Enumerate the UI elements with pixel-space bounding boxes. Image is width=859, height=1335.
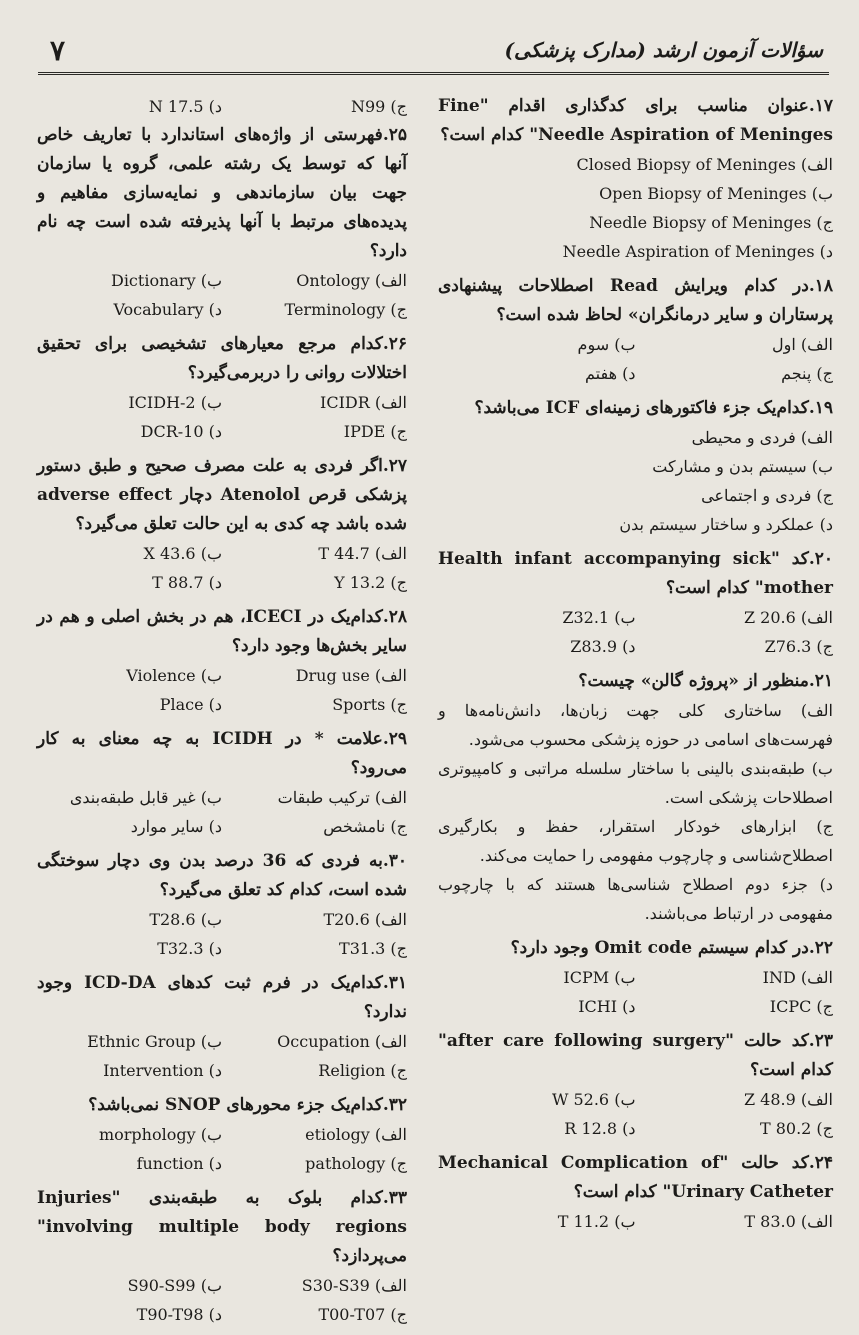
question-text [37,725,407,783]
options [438,963,833,1021]
option: ج) Sports [332,695,407,714]
options [37,1120,407,1178]
option: ب) W 52.6 [551,1090,636,1109]
question-body: اگر فردی به علت مصرف صحیح و طبق دستور پزشکی قرص Atenolol دچار adverse effect شده باشد چه کدی به این حالت تعلق می‌گیرد؟ [37,456,407,534]
option: الف) IND [762,968,833,987]
question-number: ۲۹. [382,729,408,749]
option: الف) فردی و محیطی [691,428,833,447]
question [37,1091,407,1178]
options [37,905,407,963]
option: الف) Ontology [296,271,407,290]
option: ج) Needle Biopsy of Meninges [589,213,833,232]
options [438,1207,833,1236]
options [37,661,407,719]
question-body: کدام‌یک در فرم ثبت کدهای ICD-DA وجود ندارد؟ [37,973,407,1022]
question-body: کد حالت "Mechanical Complication of Urinary Catheter" کدام است؟ [438,1153,833,1202]
options [37,539,407,597]
option: ب) ICIDH-2 [128,393,222,412]
option: د) Z83.9 [570,637,636,656]
carry-over-options [37,92,407,121]
option: ج) T31.3 [339,939,407,958]
options [37,388,407,446]
options [438,150,833,266]
question-text [438,272,833,330]
question-body: فهرستی از واژه‌های استاندارد با تعاریف خاص آنها که توسط یک رشته علمی، گروه یا سازمان جهت بیان سازماندهی و نمایه‌سازی مفاهیم و پدیده‌های مرتبط با آنها پذیرفته شده است چه نام دارد؟ [37,125,407,261]
question-text [37,330,407,388]
option: الف) Drug use [295,666,407,685]
question-text [37,969,407,1027]
question-number: ۲۱. [808,671,833,691]
option: د) T32.3 [157,939,222,958]
question-text [438,394,833,423]
option: د) function [136,1154,222,1173]
option: الف) T 83.0 [744,1212,833,1231]
question-body: به فردی که 36 درصد بدن وی دچار سوختگی شده است، کدام کد تعلق می‌گیرد؟ [37,851,407,900]
option: ج) Z76.3 [764,637,833,656]
question [438,667,833,928]
question [438,272,833,388]
question-body: در کدام ویرایش Read اصطلاحات پیشنهادی پرستاران و سایر درمانگران» لحاظ شده است؟ [438,276,833,325]
option: ب) T 11.2 [557,1212,636,1231]
option: الف) S30-S39 [301,1276,407,1295]
option: الف) ساختاری کلی جهت زبان‌ها، دانش‌نامه‌ها و فهرست‌های اسامی در حوزه پزشکی محسوب می‌شود. [438,701,833,749]
question-text [37,121,407,266]
option: د) R 12.8 [564,1119,636,1138]
option: ج) فردی و اجتماعی [701,486,833,505]
question-text [37,1091,407,1120]
question-body: در کدام سیستم Omit code وجود دارد؟ [510,938,809,958]
question [438,1027,833,1143]
question-number: ۱۷. [808,96,833,116]
option: ب) T28.6 [149,910,222,929]
option: ب) طبقه‌بندی بالینی با ساختار سلسله مراتبی و کامپیوتری اصطلاحات پزشکی است. [438,759,833,807]
question-text [438,667,833,696]
question [37,847,407,963]
question [37,452,407,597]
question-body: کدام بلوک به طبقه‌بندی "Injuries involving multiple body regions" می‌پردازد؟ [37,1188,407,1266]
options [438,423,833,539]
option: د) جزء دوم اصطلاح شناسی‌ها هستند که با چارچوب مفهومی در ارتباط می‌باشند. [438,875,833,923]
question-text [37,452,407,539]
option: الف) etiology [305,1125,407,1144]
question-number: ۲۰. [808,549,833,569]
question-text [438,1149,833,1207]
question-number: ۲۵. [382,125,407,145]
question-number: ۲۸. [382,607,407,627]
option: الف) Z 48.9 [743,1090,833,1109]
option: ج) T 80.2 [759,1119,833,1138]
right-column [438,92,833,1242]
options [438,603,833,661]
option: ج) IPDE [343,422,407,441]
question-number: ۳۱. [382,973,407,993]
question-text [37,1184,407,1271]
option: الف) Occupation [277,1032,407,1051]
page-header [38,28,829,75]
question-text [37,603,407,661]
left-column [37,92,407,1335]
question-body: عنوان مناسب برای کدگذاری اقدام "Fine Needle Aspiration of Meninges" کدام است؟ [438,96,833,145]
question-body: منظور از «پروژه گالن» چیست؟ [578,671,809,691]
page-number: ۷ [50,34,66,67]
option: د) Vocabulary [113,300,222,319]
question-number: ۳۰. [382,851,407,871]
option: د) T 88.7 [152,573,222,592]
question-number: ۱۸. [808,276,834,296]
option: الف) ICIDR [320,393,407,412]
option: ج) pathology [305,1154,407,1173]
option: الف) ترکیب طبقات [277,788,407,807]
option: ب) X 43.6 [143,544,222,563]
option: ج) N99 [350,97,407,116]
question [37,121,407,324]
option: ج) Terminology [284,300,407,319]
question-text [438,545,833,603]
option: ب) سیستم بدن و مشارکت [652,457,833,476]
option: د) Place [159,695,222,714]
option: د) Intervention [103,1061,222,1080]
question-number: ۲۶. [382,334,407,354]
option: ب) S90-S99 [127,1276,222,1295]
option: ب) Open Biopsy of Meninges [599,184,833,203]
question-text [438,92,833,150]
options [438,330,833,388]
page-title: سؤالات آزمون ارشد (مدارک پزشکی) [504,38,823,62]
options [438,696,833,928]
question-body: کدام مرجع معیارهای تشخیصی برای تحقیق اختلالات روانی را دربرمی‌گیرد؟ [37,334,407,383]
question [37,603,407,719]
option: د) N 17.5 [148,97,222,116]
options [37,1027,407,1085]
question-text [438,934,833,963]
option: ج) Religion [318,1061,407,1080]
question-body: علامت * در ICIDH به چه معنای به کار می‌رود؟ [37,729,407,778]
option: ب) Dictionary [110,271,222,290]
question-number: ۲۲. [808,938,833,958]
option: الف) اول [771,335,833,354]
option: ب) morphology [98,1125,222,1144]
option: د) هفتم [585,364,636,383]
question-body: کد حالت "after care following surgery" کدام است؟ [438,1031,833,1080]
question-text [438,1027,833,1085]
option: ب) ICPM [563,968,636,987]
option: ج) Y 13.2 [334,573,407,592]
option: ب) غیر قابل طبقه‌بندی [69,788,222,807]
question-number: ۲۴. [808,1153,833,1173]
question [438,934,833,1021]
question-number: ۳۳. [382,1188,407,1208]
question [438,545,833,661]
question [37,1184,407,1329]
options [438,1085,833,1143]
option: الف) T20.6 [323,910,407,929]
option: الف) Closed Biopsy of Meninges [576,155,833,174]
question [438,92,833,266]
question [37,969,407,1085]
option: الف) T 44.7 [318,544,407,563]
option: د) ICHI [578,997,636,1016]
options [37,266,407,324]
question-number: ۳۲. [382,1095,407,1115]
option: ب) Violence [126,666,222,685]
option: ج) پنجم [781,364,833,383]
question [37,330,407,446]
option: د) DCR-10 [140,422,222,441]
option: ب) Z32.1 [562,608,636,627]
option: د) T90-T98 [136,1305,222,1324]
question [438,394,833,539]
question [438,1149,833,1236]
question-number: ۲۳. [808,1031,833,1051]
option: ب) سوم [577,335,636,354]
option: ج) نامشخص [323,817,407,836]
question-body: کد "Health infant accompanying sick mother" کدام است؟ [438,549,833,598]
question-text [37,847,407,905]
left-questions [37,121,407,1329]
question-number: ۱۹. [808,398,833,418]
question-body: کدام‌یک جزء فاکتورهای زمینه‌ای ICF می‌باشد؟ [474,398,809,418]
option: الف) Z 20.6 [743,608,833,627]
question-body: کدام‌یک جزء محورهای SNOP نمی‌باشد؟ [88,1095,383,1115]
options [37,783,407,841]
question-body: کدام‌یک در ICECI، هم در بخش اصلی و هم در سایر بخش‌ها وجود دارد؟ [37,607,407,656]
option: ج) ICPC [769,997,833,1016]
option: د) Needle Aspiration of Meninges [562,242,833,261]
question [37,725,407,841]
option: ج) T00-T07 [318,1305,407,1324]
option: د) سایر موارد [130,817,222,836]
option: ب) Ethnic Group [87,1032,222,1051]
option: د) عملکرد و ساختار سیستم بدن [619,515,833,534]
question-number: ۲۷. [382,456,407,476]
option: ج) ابزارهای خودکار استقرار، حفظ و بکارگیری اصطلاح‌شناسی و چارچوب مفهومی را حمایت می‌کند. [438,817,833,865]
